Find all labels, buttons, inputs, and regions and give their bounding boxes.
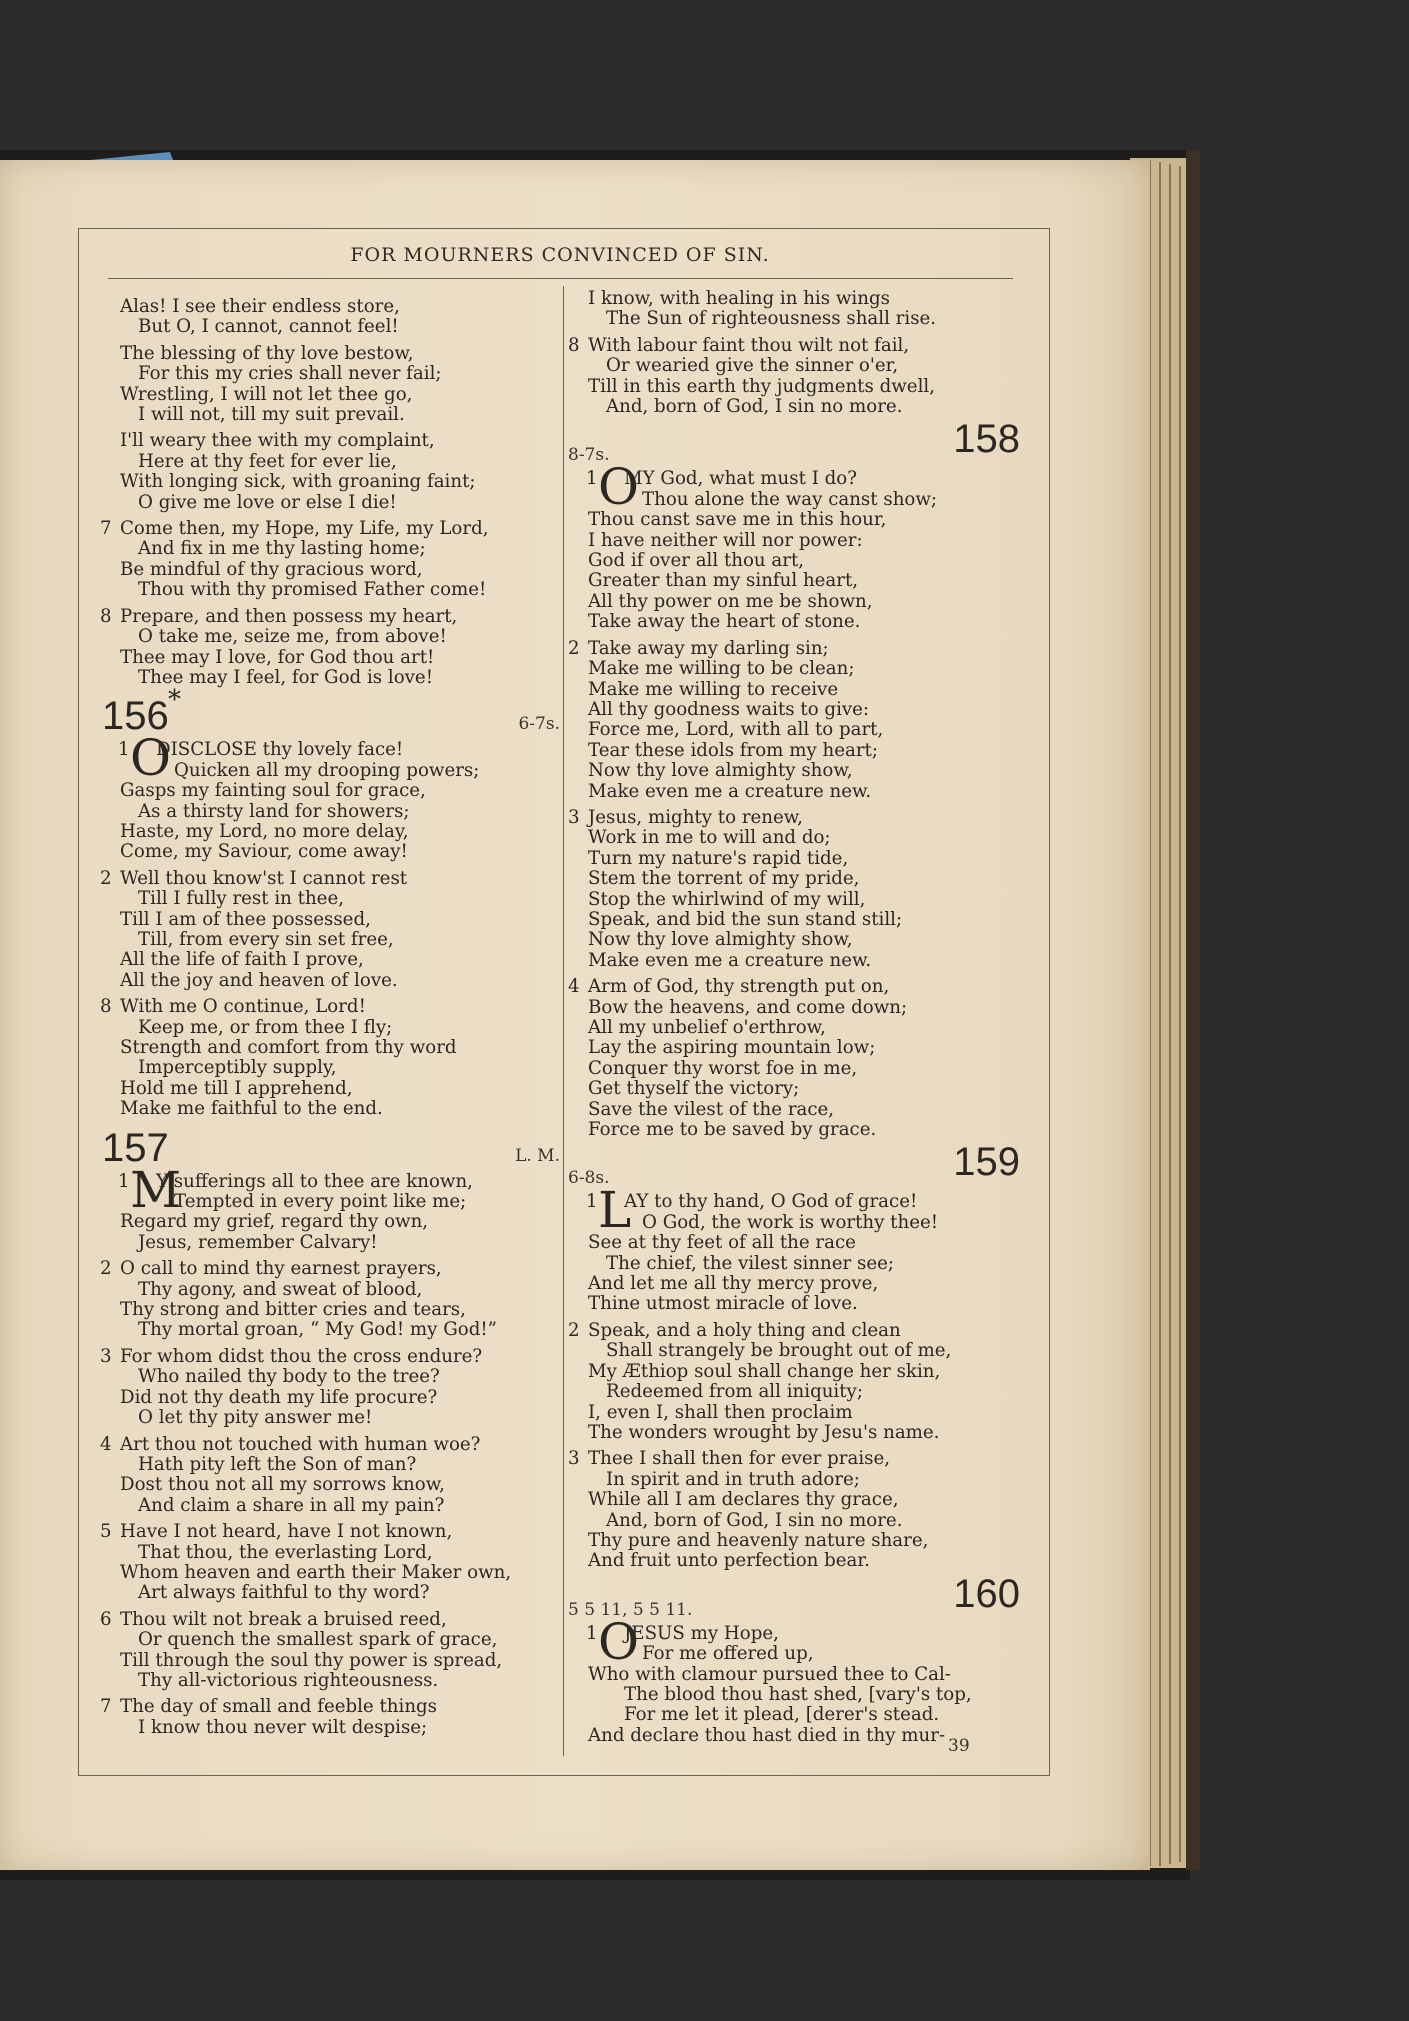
verse-line: Thy pure and heavenly nature share, — [588, 1529, 929, 1551]
verse-line: Shall strangely be brought out of me, — [606, 1340, 952, 1362]
verse-number: 1 — [586, 468, 598, 490]
verse-line: Thou with thy promised Father come! — [138, 579, 487, 601]
verse-line: Force me to be saved by grace. — [588, 1119, 877, 1141]
verse-number: 2 — [568, 1319, 580, 1341]
verse-number: 5 — [100, 1521, 112, 1543]
verse-line: Make even me a creature new. — [588, 949, 872, 971]
verse-line: Make me willing to be clean; — [588, 658, 855, 680]
verse-number: 1 — [586, 1191, 598, 1213]
verse-line: Or quench the smallest spark of grace, — [138, 1629, 498, 1651]
hymn-meter: 8-7s. — [568, 445, 610, 466]
verse-number: 2 — [100, 1258, 112, 1280]
drop-cap: O — [598, 1612, 639, 1671]
verse-line: I will not, till my suit prevail. — [138, 404, 405, 426]
verse-line: All my unbelief o'erthrow, — [588, 1017, 826, 1038]
verse-number: 1 — [118, 1170, 130, 1192]
first-stanza-block — [586, 1181, 1038, 1240]
verse-line: Quicken all my drooping powers; — [174, 759, 480, 781]
verse-number: 8 — [100, 605, 112, 627]
verse-line: Art always faithful to thy word? — [138, 1582, 430, 1604]
verse-line: Tempted in every point like me; — [174, 1191, 467, 1213]
verse-line: Arm of God, thy strength put on, 4 — [568, 976, 890, 998]
verse-line: Thy strong and bitter cries and tears, — [120, 1299, 466, 1321]
hymn-header — [102, 1125, 560, 1172]
hymn-number: 159 — [953, 1140, 1020, 1185]
drop-cap: L — [598, 1181, 632, 1240]
verse-line: O give me love or else I die! — [138, 491, 397, 513]
verse-line: See at thy feet of all the race — [588, 1232, 856, 1254]
verse-number: 1 — [586, 1622, 598, 1644]
verse-line: Till I fully rest in thee, — [138, 888, 344, 910]
verse-number: 7 — [100, 518, 112, 540]
verse-line: Conquer thy worst foe in me, — [588, 1057, 858, 1079]
verse-number: 3 — [100, 1345, 112, 1367]
verse-line: Whom heaven and earth their Maker own, — [120, 1561, 512, 1583]
verse-line: O call to mind thy earnest prayers, 2 — [100, 1258, 442, 1280]
verse-line: In spirit and in truth adore; — [606, 1468, 860, 1490]
verse-line: Tear these idols from my heart; — [588, 739, 878, 761]
first-stanza-block — [118, 729, 560, 788]
verse-line: Till through the soul thy power is spread, — [120, 1649, 503, 1671]
first-stanza-block — [586, 1612, 1038, 1671]
verse-line: Greater than my sinful heart, — [588, 570, 859, 592]
verse-line: And, born of God, I sin no more. — [606, 396, 903, 418]
verse-line: And declare thou hast died in thy mur- — [588, 1724, 946, 1746]
verse-line: Y sufferings all to thee are known, — [156, 1170, 473, 1192]
verse-number: 8 — [100, 996, 112, 1018]
hymn-header — [568, 417, 1038, 469]
verse-line: Come then, my Hope, my Life, my Lord, 7 — [100, 518, 489, 540]
verse-line: Alas! I see their endless store, — [120, 296, 400, 317]
verse-line: Take away my darling sin; 2 — [568, 637, 829, 659]
verse-line: My Æthiop soul shall change her skin, — [588, 1360, 941, 1382]
verse-line: Come, my Saviour, come away! — [120, 841, 408, 863]
verse-line: Thy all-victorious righteousness. — [138, 1669, 439, 1691]
verse-line: Keep me, or from thee I fly; — [138, 1016, 393, 1038]
verse-line: Or wearied give the sinner o'er, — [606, 355, 899, 377]
right-column — [568, 288, 1038, 1746]
verse-line: The blessing of thy love bestow, — [120, 342, 414, 364]
verse-number: 7 — [100, 1696, 112, 1718]
verse-number: 8 — [568, 334, 580, 356]
hymn-header — [568, 1571, 1038, 1624]
verse-line: The wonders wrought by Jesu's name. — [588, 1421, 940, 1443]
verse-number: 3 — [568, 806, 580, 828]
page-number: 39 — [948, 1736, 970, 1756]
verse-line: God if over all thou art, — [588, 550, 805, 572]
verse-line: Art thou not touched with human woe? 4 — [100, 1433, 481, 1455]
verse-line: Thee may I feel, for God is love! — [138, 666, 434, 688]
verse-line: Who with clamour pursued thee to Cal- — [588, 1663, 951, 1685]
verse-line: Till in this earth thy judgments dwell, — [588, 375, 935, 397]
verse-line: And claim a share in all my pain? — [138, 1494, 445, 1516]
verse-line: Strength and comfort from thy word — [120, 1037, 457, 1058]
verse-line: Work in me to will and do; — [588, 827, 831, 849]
hymn-meter: L. M. — [515, 1145, 560, 1166]
verse-line: DISCLOSE thy lovely face! — [156, 739, 404, 761]
verse-line: Thy agony, and sweat of blood, — [138, 1278, 423, 1300]
verse-line: Thou wilt not break a bruised reed, 6 — [100, 1608, 447, 1630]
verse-line: For me offered up, — [642, 1643, 814, 1665]
verse-line: Speak, and bid the sun stand still; — [588, 908, 903, 930]
verse-number: 2 — [568, 637, 580, 659]
verse-line: Gasps my fainting soul for grace, — [120, 780, 426, 802]
running-header: FOR MOURNERS CONVINCED OF SIN. — [350, 244, 770, 266]
verse-line: I have neither will nor power: — [588, 529, 863, 551]
verse-line: As a thirsty land for showers; — [138, 800, 410, 822]
verse-line: JESUS my Hope, — [624, 1622, 779, 1644]
verse-line: Till, from every sin set free, — [138, 928, 394, 950]
hymn-asterisk: * — [168, 685, 181, 716]
column-divider — [563, 286, 564, 1756]
hymn-header — [102, 685, 560, 740]
drop-cap: O — [130, 729, 171, 788]
hymn-header — [568, 1140, 1038, 1192]
verse-number: 3 — [568, 1448, 580, 1470]
verse-line: Did not thy death my life procure? — [120, 1386, 438, 1408]
verse-line: And fix in me thy lasting home; — [138, 538, 426, 560]
verse-line: Haste, my Lord, no more delay, — [120, 820, 409, 842]
verse-line: Make me willing to receive — [588, 678, 839, 700]
verse-number: 1 — [118, 739, 130, 761]
verse-line: Make even me a creature new. — [588, 780, 872, 802]
verse-number: 2 — [100, 867, 112, 889]
verse-line: The chief, the vilest sinner see; — [606, 1252, 894, 1274]
verse-line: Jesus, mighty to renew, 3 — [568, 806, 803, 828]
verse-line: Regard my grief, regard thy own, — [120, 1211, 429, 1233]
header-rule — [108, 278, 1013, 279]
first-stanza-block — [586, 458, 1038, 517]
hymn-meter: 5 5 11, 5 5 11. — [568, 1599, 693, 1620]
hymn-number: 157 — [102, 1125, 169, 1170]
verse-line: Redeemed from all iniquity; — [606, 1381, 863, 1403]
verse-line: For me let it plead, [derer's stead. — [624, 1704, 940, 1726]
first-stanza-block — [118, 1160, 560, 1219]
verse-line: Thou canst save me in this hour, — [588, 509, 887, 531]
verse-line: With longing sick, with groaning faint; — [120, 471, 476, 493]
left-column — [100, 296, 560, 1738]
verse-line: And fruit unto perfection bear. — [588, 1550, 870, 1572]
verse-line: Turn my nature's rapid tide, — [588, 847, 849, 869]
verse-line: The day of small and feeble things 7 — [100, 1696, 438, 1718]
verse-line: Imperceptibly supply, — [138, 1057, 337, 1079]
verse-line: Thee I shall then for ever praise, 3 — [568, 1448, 891, 1470]
hymn-number: 156 — [102, 694, 169, 739]
hymn-meter: 6-7s. — [518, 714, 560, 735]
verse-line: Prepare, and then possess my heart, 8 — [100, 605, 458, 627]
verse-line: Till I am of thee possessed, — [120, 908, 371, 930]
verse-line: I, even I, shall then proclaim — [588, 1401, 853, 1423]
verse-line: For this my cries shall never fail; — [138, 363, 442, 385]
hymn-meter: 6-8s. — [568, 1168, 610, 1189]
verse-line: Stem the torrent of my pride, — [588, 868, 860, 890]
verse-line: O take me, seize me, from above! — [138, 626, 447, 648]
verse-line: All thy goodness waits to give: — [588, 698, 870, 720]
verse-line: AY to thy hand, O God of grace! — [624, 1191, 918, 1213]
verse-line: Jesus, remember Calvary! — [138, 1231, 378, 1253]
verse-line: For whom didst thou the cross endure? 3 — [100, 1345, 483, 1367]
verse-line: O let thy pity answer me! — [138, 1407, 373, 1429]
verse-line: And let me all thy mercy prove, — [588, 1273, 879, 1295]
verse-line: Have I not heard, have I not known, 5 — [100, 1521, 453, 1543]
verse-line: Lay the aspiring mountain low; — [588, 1037, 876, 1059]
verse-line: While all I am declares thy grace, — [588, 1489, 899, 1511]
verse-line: I'll weary thee with my complaint, — [120, 430, 435, 452]
verse-line: I know, with healing in his wings — [588, 288, 890, 309]
verse-line: Speak, and a holy thing and clean 2 — [568, 1319, 901, 1341]
verse-line: I know thou never wilt despise; — [138, 1716, 428, 1738]
verse-line: Well thou know'st I cannot rest 2 — [100, 867, 408, 889]
verse-line: All the life of faith I prove, — [120, 949, 364, 971]
verse-line: Stop the whirlwind of my will, — [588, 888, 866, 910]
verse-number: 4 — [100, 1433, 112, 1455]
verse-line: Make me faithful to the end. — [120, 1098, 383, 1120]
verse-line: Thee may I love, for God thou art! — [120, 646, 435, 668]
verse-line: O God, the work is worthy thee! — [642, 1211, 939, 1233]
verse-line: With labour faint thou wilt not fail, 8 — [568, 334, 910, 356]
verse-line: Hold me till I apprehend, — [120, 1077, 353, 1099]
verse-line: The Sun of righteousness shall rise. — [606, 308, 937, 330]
verse-line: That thou, the everlasting Lord, — [138, 1541, 433, 1563]
verse-line: Thine utmost miracle of love. — [588, 1293, 858, 1315]
verse-line: Bow the heavens, and come down; — [588, 996, 908, 1018]
verse-line: Get thyself the victory; — [588, 1078, 800, 1100]
verse-line: Now thy love almighty show, — [588, 760, 853, 782]
verse-line: Who nailed thy body to the tree? — [138, 1366, 440, 1388]
verse-line: Now thy love almighty show, — [588, 929, 853, 951]
verse-number: 6 — [100, 1608, 112, 1630]
verse-line: Dost thou not all my sorrows know, — [120, 1474, 445, 1496]
verse-line: Be mindful of thy gracious word, — [120, 558, 423, 580]
verse-line: The blood thou hast shed, [vary's top, — [624, 1683, 972, 1705]
verse-line: All thy power on me be shown, — [588, 590, 873, 612]
verse-line: MY God, what must I do? — [624, 468, 858, 490]
verse-line: Hath pity left the Son of man? — [138, 1453, 417, 1475]
verse-line: Wrestling, I will not let thee go, — [120, 383, 413, 405]
verse-line: And, born of God, I sin no more. — [606, 1509, 903, 1531]
drop-cap: M — [130, 1160, 182, 1219]
verse-line: Here at thy feet for ever lie, — [138, 450, 397, 472]
verse-line: Take away the heart of stone. — [588, 611, 861, 633]
verse-line: But O, I cannot, cannot feel! — [138, 316, 399, 338]
hymn-number: 160 — [953, 1571, 1020, 1616]
verse-line: With me O continue, Lord! 8 — [100, 996, 366, 1018]
drop-cap: O — [598, 458, 639, 517]
verse-number: 4 — [568, 976, 580, 998]
verse-line: Save the vilest of the race, — [588, 1098, 835, 1120]
verse-line: Thy mortal groan, “ My God! my God!” — [138, 1319, 497, 1341]
verse-line: Thou alone the way canst show; — [642, 488, 938, 510]
verse-line: Force me, Lord, with all to part, — [588, 719, 884, 741]
hymn-number: 158 — [953, 417, 1020, 462]
verse-line: All the joy and heaven of love. — [120, 969, 398, 991]
